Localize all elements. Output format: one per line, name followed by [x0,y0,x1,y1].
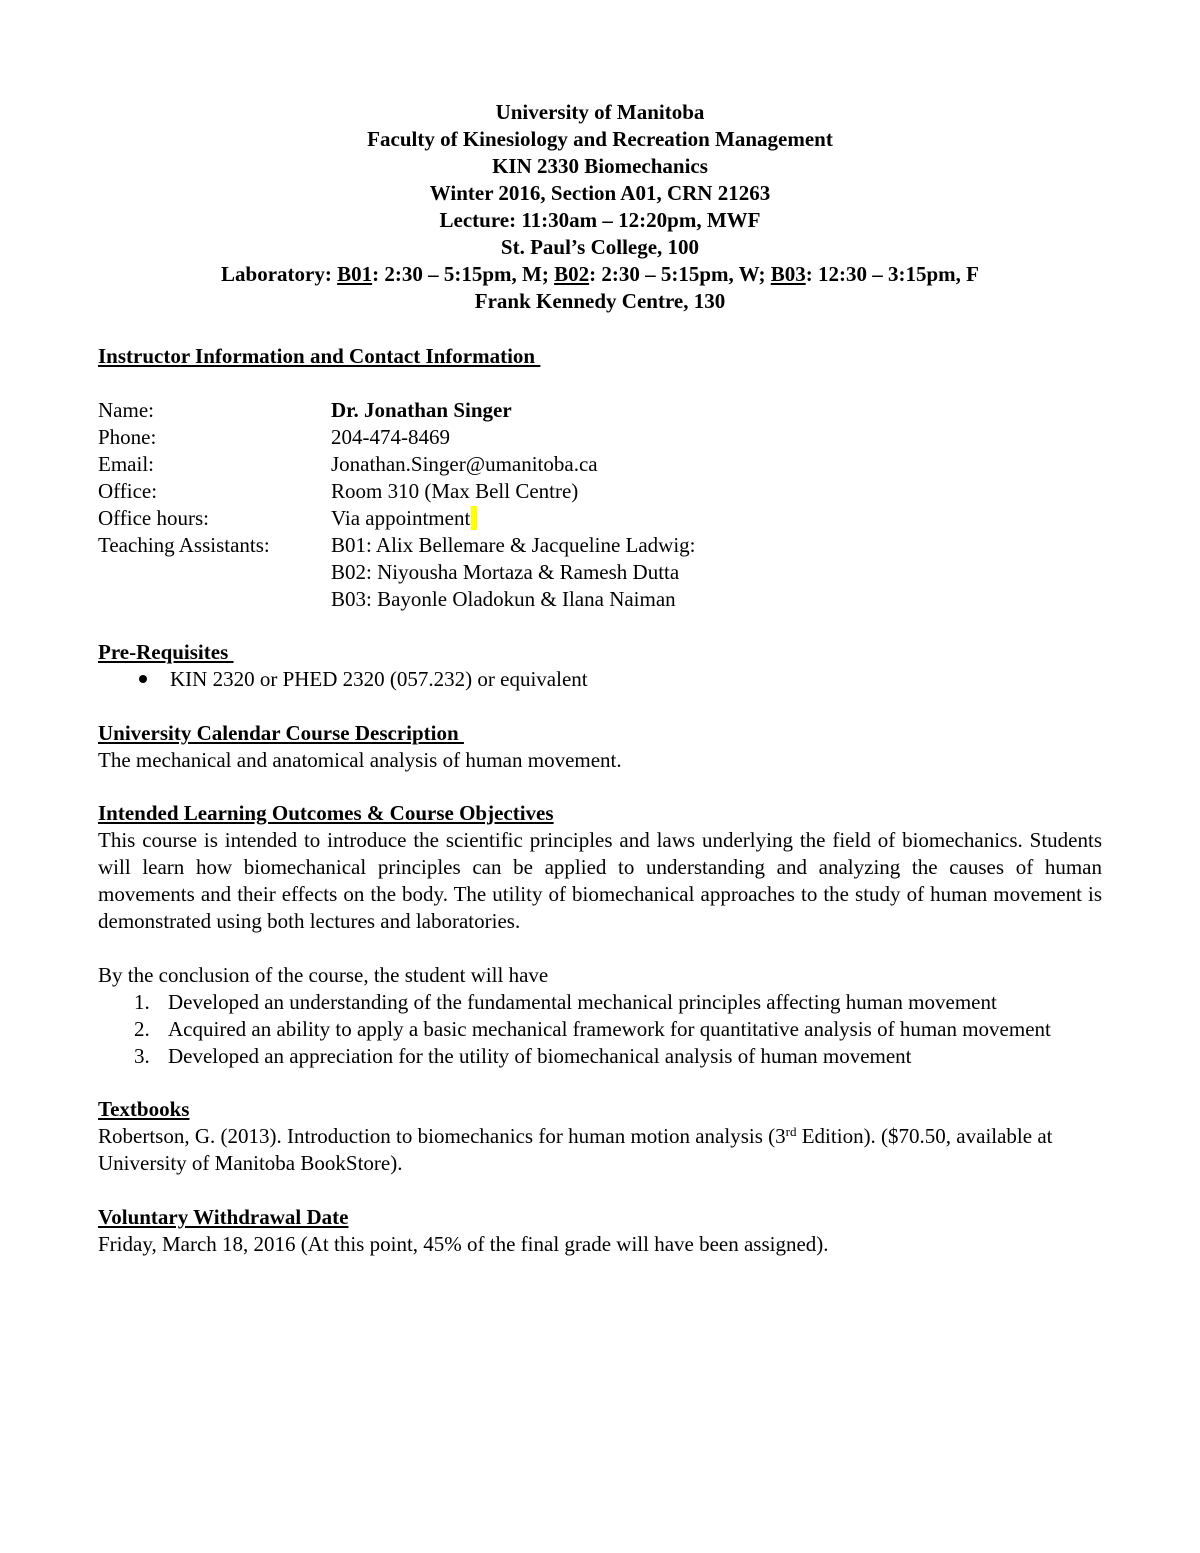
lecture-location: St. Paul’s College, 100 [500,235,700,259]
office-row [98,478,1102,505]
ta-row-b01 [98,532,1102,559]
phone-value: 204-474-8469 [331,424,450,449]
outcome-number-1: 1. [134,989,150,1014]
ta-b01: B01: Alix Bellemare & Jacqueline Ladwig: [331,532,696,557]
phone-row [98,424,1102,451]
outcome-number-2: 2. [134,1016,150,1041]
ta-b02: B02: Niyousha Mortaza & Ramesh Dutta [331,559,680,584]
office-label: Office: [98,478,158,503]
outcome-number-3: 3. [134,1043,150,1068]
email-value[interactable]: Jonathan.Singer@umanitoba.ca [331,451,598,476]
outcome-text-3: Developed an appreciation for the utility of biomechanical analysis of human movement [168,1043,912,1068]
lab-b03-time: : 12:30 – 3:15pm, F [805,262,979,286]
bullet-icon [139,675,147,683]
text-cursor-highlight [471,506,477,530]
ta-b03: B03: Bayonle Oladokun & Ilana Naiman [331,586,676,611]
outcome-item-1 [98,989,1102,1016]
email-row [98,451,1102,478]
lecture-time: Lecture: 11:30am – 12:20pm, MWF [439,208,761,232]
office-hours-label: Office hours: [98,505,209,530]
textbooks-heading: Textbooks [98,1097,190,1121]
faculty-name: Faculty of Kinesiology and Recreation Management [367,127,833,151]
lab-b01-time: : 2:30 – 5:15pm, M; [372,262,555,286]
outcome-item-2 [98,1016,1102,1043]
name-row [98,397,1102,424]
lab-b02: B02 [554,262,590,286]
textbook-edition-sup: rd [785,1124,797,1139]
outcomes-heading: Intended Learning Outcomes & Course Objectives [98,801,554,825]
university-name: University of Manitoba [495,100,705,124]
ta-label: Teaching Assistants: [98,532,270,557]
name-value: Dr. Jonathan Singer [331,397,512,422]
lab-prefix: Laboratory: [221,262,338,286]
ta-row-b02 [98,559,1102,586]
laboratory-times [0,261,1200,288]
outcome-item-3 [98,1043,1102,1070]
office-hours-row [98,505,1102,532]
lab-location: Frank Kennedy Centre, 130 [474,289,726,313]
lab-b03: B03 [770,262,806,286]
ta-row-b03 [98,586,1102,613]
course-header [0,99,1200,315]
lab-b02-time: : 2:30 – 5:15pm, W; [589,262,771,286]
prereq-item [98,666,1102,693]
calendar-heading: University Calendar Course Description [98,720,464,745]
document-body [98,343,1102,1258]
office-hours-value [331,505,477,532]
calendar-text: The mechanical and anatomical analysis of human movement. [98,747,622,772]
textbook-text-after: Edition). ($70.50, available at University of Manitoba BookStore). [98,1124,1053,1175]
outcome-text-1: Developed an understanding of the fundamental mechanical principles affecting human movement [168,989,997,1014]
prereq-text: KIN 2320 or PHED 2320 (057.232) or equivalent [170,667,588,691]
textbook-entry [98,1123,1102,1177]
office-value: Room 310 (Max Bell Centre) [331,478,579,503]
phone-label: Phone: [98,424,157,449]
instructor-heading: Instructor Information and Contact Information [98,344,541,368]
name-label: Name: [98,397,154,422]
term-section: Winter 2016, Section A01, CRN 21263 [429,181,771,205]
email-label: Email: [98,451,154,476]
lab-b01: B01 [337,262,373,286]
textbook-text-before: Robertson, G. (2013). Introduction to biomechanics for human motion analysis (3 [98,1124,786,1148]
outcomes-paragraph: This course is intended to introduce the scientific principles and laws underlying the field of biomechanics. Students will learn how biomechanical principles can be applied to understanding and analyzing the causes of human movements and their effects on the body. The utility of biomechanical approaches to the study of human movement is demonstrated using both lectures and laboratories. [98,828,1102,933]
withdrawal-text: Friday, March 18, 2016 (At this point, 45% of the final grade will have been assigned). [98,1231,829,1256]
prereq-heading: Pre-Requisites [98,640,234,664]
outcomes-intro: By the conclusion of the course, the student will have [98,962,549,987]
office-hours-text: Via appointment [331,505,471,530]
outcome-text-2: Acquired an ability to apply a basic mechanical framework for quantitative analysis of human movement [168,1016,1051,1041]
course-title: KIN 2330 Biomechanics [492,154,708,178]
withdrawal-heading: Voluntary Withdrawal Date [98,1204,349,1229]
